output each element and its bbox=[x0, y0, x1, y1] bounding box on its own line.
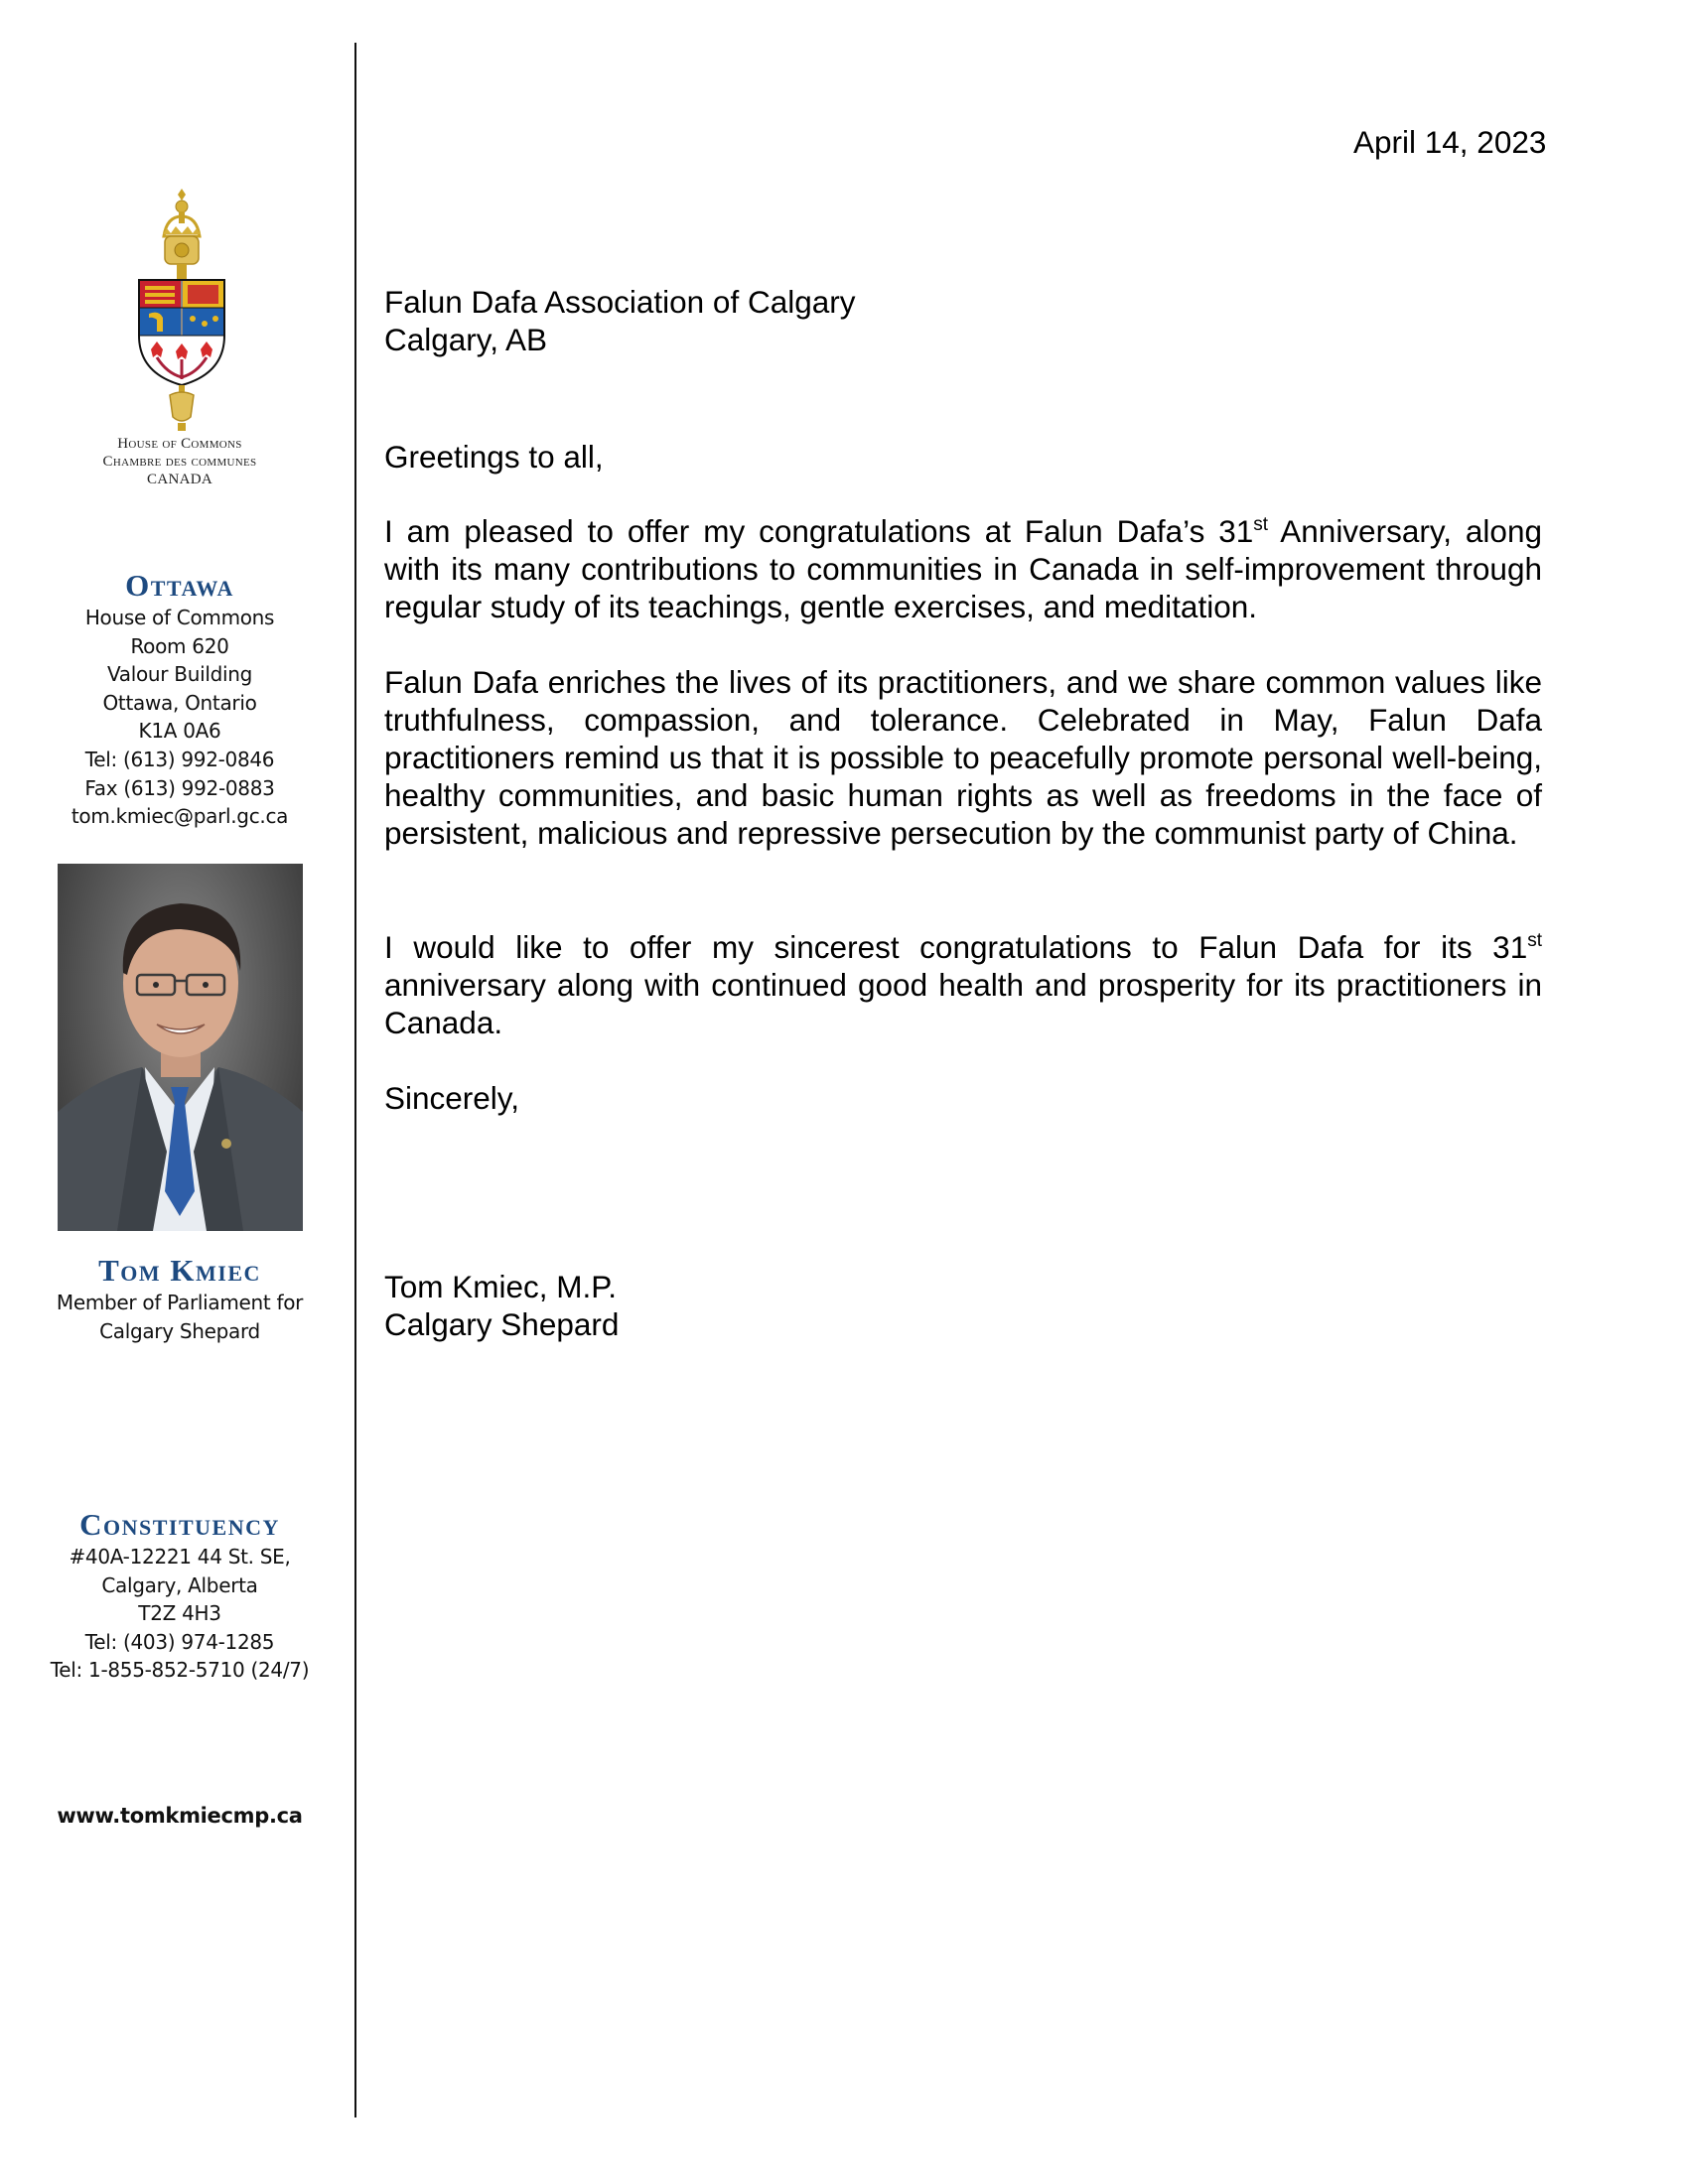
constituency-heading: Constituency bbox=[79, 1507, 280, 1542]
website-link[interactable]: www.tomkmiecmp.ca bbox=[57, 1804, 303, 1828]
constituency-tollfree-phone: Tel: 1-855-852-5710 (24/7) bbox=[50, 1658, 310, 1683]
paragraph-1 bbox=[384, 512, 1542, 625]
crest-line-chambre-des-communes: Chambre des communes bbox=[102, 454, 257, 470]
ottawa-email[interactable]: tom.kmiec@parl.gc.ca bbox=[70, 804, 289, 829]
letter-date: April 14, 2023 bbox=[1353, 124, 1547, 160]
ottawa-office-block bbox=[0, 570, 359, 831]
paragraph-3-text-cont: anniversary along with continued good health and prosperity for its practitioners in Canada. bbox=[384, 967, 1542, 1040]
crest-caption bbox=[0, 435, 359, 488]
paragraph-2: Falun Dafa enriches the lives of its practitioners, and we share common values like truthfulness, compassion, and tolerance. Celebrated in May, Falun Dafa practitioners remind us that it is possible to peacefully promote personal well-being, healthy communities, and basic human rights as well as freedoms in the face of persistent, malicious and repressive persecution by the communist party of China. bbox=[384, 664, 1542, 851]
member-name: Tom Kmiec bbox=[98, 1253, 261, 1288]
paragraph-3-text: I would like to offer my sincerest congratulations to Falun Dafa for its 31 bbox=[384, 929, 1528, 965]
member-riding: Calgary Shepard bbox=[99, 1318, 260, 1343]
member-name-block bbox=[0, 1255, 359, 1345]
paragraph-1-text-cont: Anniversary, along with its many contributions to communities in Canada in self-improvement through regular study of its teachings, gentle exercises, and meditation. bbox=[384, 513, 1542, 624]
closing: Sincerely, bbox=[384, 1080, 519, 1116]
house-of-commons-crest-icon bbox=[127, 187, 236, 433]
recipient-city: Calgary, AB bbox=[384, 322, 547, 357]
ottawa-heading: Ottawa bbox=[125, 568, 234, 603]
constituency-postal-code: T2Z 4H3 bbox=[138, 1601, 221, 1626]
member-portrait-photo bbox=[58, 864, 303, 1231]
greeting: Greetings to all, bbox=[384, 439, 604, 475]
constituency-office-block bbox=[0, 1509, 359, 1685]
ottawa-address-line: Room 620 bbox=[130, 633, 229, 658]
signature-block bbox=[384, 1268, 1542, 1343]
recipient-name: Falun Dafa Association of Calgary bbox=[384, 284, 856, 320]
recipient-address bbox=[384, 283, 1542, 358]
ordinal-suffix: st bbox=[1253, 514, 1269, 535]
ottawa-address-line: House of Commons bbox=[84, 606, 275, 629]
ottawa-address-line: Valour Building bbox=[106, 662, 253, 687]
crest-line-house-of-commons: House of Commons bbox=[117, 436, 242, 452]
ottawa-fax: Fax (613) 992-0883 bbox=[84, 775, 275, 800]
ordinal-suffix: st bbox=[1527, 930, 1542, 951]
paragraph-1-text: I am pleased to offer my congratulations at Falun Dafa’s 31 bbox=[384, 513, 1254, 549]
portrait-illustration bbox=[58, 864, 303, 1231]
ottawa-phone: Tel: (613) 992-0846 bbox=[84, 747, 275, 771]
ottawa-address-line: Ottawa, Ontario bbox=[102, 690, 257, 715]
paragraph-3 bbox=[384, 928, 1542, 1041]
crest-line-canada: CANADA bbox=[147, 472, 212, 487]
signatory-name: Tom Kmiec, M.P. bbox=[384, 1269, 617, 1304]
constituency-address-line: #40A-12221 44 St. SE, bbox=[69, 1545, 291, 1569]
signatory-riding: Calgary Shepard bbox=[384, 1306, 620, 1342]
ottawa-postal-code: K1A 0A6 bbox=[138, 719, 221, 744]
constituency-phone: Tel: (403) 974-1285 bbox=[84, 1629, 275, 1654]
letterhead-sidebar bbox=[0, 0, 354, 2184]
constituency-address-line: Calgary, Alberta bbox=[101, 1572, 258, 1597]
member-title: Member of Parliament for bbox=[56, 1291, 304, 1314]
